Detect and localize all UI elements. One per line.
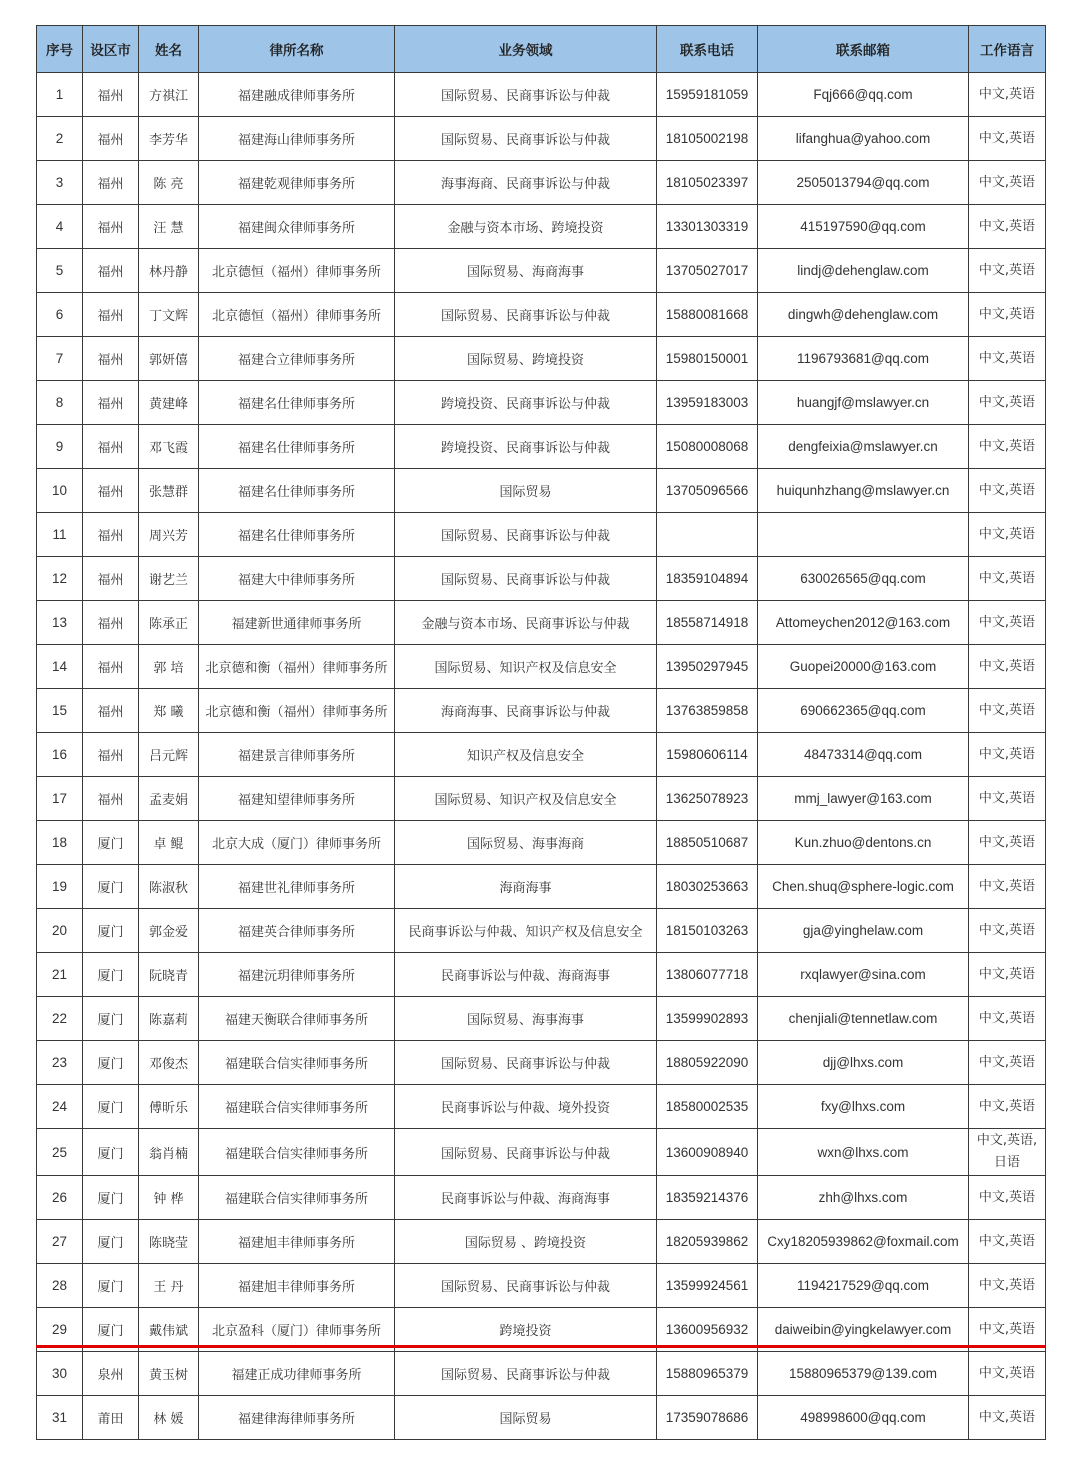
cell-phone: 18105002198 <box>657 117 758 161</box>
cell-phone: 18805922090 <box>657 1041 758 1085</box>
cell-practice-area: 跨境投资 <box>395 1308 657 1352</box>
cell-city: 福州 <box>83 777 139 821</box>
table-row <box>37 557 1046 601</box>
cell-firm: 福建名仕律师事务所 <box>199 381 395 425</box>
cell-practice-area: 国际贸易、海事海商 <box>395 821 657 865</box>
cell-phone: 13705027017 <box>657 249 758 293</box>
cell-name: 翁肖楠 <box>139 1129 199 1176</box>
cell-city: 福州 <box>83 337 139 381</box>
cell-practice-area: 国际贸易 <box>395 469 657 513</box>
table-row <box>37 909 1046 953</box>
cell-city: 福州 <box>83 469 139 513</box>
cell-phone: 15880965379 <box>657 1352 758 1396</box>
cell-language: 中文,英语 <box>969 1308 1046 1352</box>
cell-phone: 13301303319 <box>657 205 758 249</box>
cell-practice-area: 民商事诉讼与仲裁、知识产权及信息安全 <box>395 909 657 953</box>
cell-practice-area: 国际贸易、民商事诉讼与仲裁 <box>395 117 657 161</box>
cell-language: 中文,英语 <box>969 777 1046 821</box>
cell-city: 福州 <box>83 425 139 469</box>
table-row <box>37 953 1046 997</box>
cell-firm: 北京德恒（福州）律师事务所 <box>199 249 395 293</box>
cell-firm: 福建景言律师事务所 <box>199 733 395 777</box>
cell-practice-area: 国际贸易、民商事诉讼与仲裁 <box>395 293 657 337</box>
cell-firm: 福建闽众律师事务所 <box>199 205 395 249</box>
cell-phone: 13959183003 <box>657 381 758 425</box>
header-name: 姓名 <box>139 26 199 73</box>
header-practice-area: 业务领域 <box>395 26 657 73</box>
cell-index: 31 <box>37 1396 83 1440</box>
cell-firm: 福建名仕律师事务所 <box>199 425 395 469</box>
table-row <box>37 1129 1046 1176</box>
cell-phone: 13950297945 <box>657 645 758 689</box>
cell-city: 莆田 <box>83 1396 139 1440</box>
table-body <box>37 73 1046 1440</box>
cell-practice-area: 海事海商、民商事诉讼与仲裁 <box>395 161 657 205</box>
cell-city: 厦门 <box>83 1176 139 1220</box>
table-row <box>37 1220 1046 1264</box>
cell-language: 中文,英语 <box>969 1396 1046 1440</box>
cell-email: 690662365@qq.com <box>758 689 969 733</box>
cell-email: huiqunhzhang@mslawyer.cn <box>758 469 969 513</box>
header-email: 联系邮箱 <box>758 26 969 73</box>
cell-index: 26 <box>37 1176 83 1220</box>
cell-city: 厦门 <box>83 1129 139 1176</box>
cell-language: 中文,英语 <box>969 205 1046 249</box>
cell-email: Chen.shuq@sphere-logic.com <box>758 865 969 909</box>
cell-city: 福州 <box>83 381 139 425</box>
cell-index: 18 <box>37 821 83 865</box>
cell-language: 中文,英语 <box>969 909 1046 953</box>
cell-name: 阮晓青 <box>139 953 199 997</box>
cell-phone: 18580002535 <box>657 1085 758 1129</box>
cell-index: 19 <box>37 865 83 909</box>
cell-language: 中文,英语 <box>969 1220 1046 1264</box>
cell-language: 中文,英语 <box>969 1085 1046 1129</box>
cell-city: 福州 <box>83 117 139 161</box>
cell-firm: 福建联合信实律师事务所 <box>199 1129 395 1176</box>
cell-practice-area: 国际贸易、民商事诉讼与仲裁 <box>395 1129 657 1176</box>
cell-language: 中文,英语 <box>969 733 1046 777</box>
cell-practice-area: 国际贸易、民商事诉讼与仲裁 <box>395 73 657 117</box>
cell-language: 中文,英语 <box>969 557 1046 601</box>
cell-index: 6 <box>37 293 83 337</box>
table-row <box>37 777 1046 821</box>
cell-email: djj@lhxs.com <box>758 1041 969 1085</box>
cell-city: 福州 <box>83 513 139 557</box>
cell-email: Fqj666@qq.com <box>758 73 969 117</box>
cell-phone: 15959181059 <box>657 73 758 117</box>
table-row <box>37 117 1046 161</box>
cell-email <box>758 513 969 557</box>
cell-firm: 北京德和衡（福州）律师事务所 <box>199 689 395 733</box>
table-row <box>37 997 1046 1041</box>
cell-firm: 福建合立律师事务所 <box>199 337 395 381</box>
table-row <box>37 1264 1046 1308</box>
cell-phone: 15080008068 <box>657 425 758 469</box>
cell-language: 中文,英语 <box>969 601 1046 645</box>
cell-language: 中文,英语 <box>969 249 1046 293</box>
header-index: 序号 <box>37 26 83 73</box>
cell-firm: 福建旭丰律师事务所 <box>199 1220 395 1264</box>
cell-firm: 福建旭丰律师事务所 <box>199 1264 395 1308</box>
cell-practice-area: 民商事诉讼与仲裁、海商海事 <box>395 953 657 997</box>
cell-firm: 福建世礼律师事务所 <box>199 865 395 909</box>
cell-firm: 福建正成功律师事务所 <box>199 1352 395 1396</box>
cell-email: gja@yinghelaw.com <box>758 909 969 953</box>
cell-name: 黄建峰 <box>139 381 199 425</box>
cell-email: zhh@lhxs.com <box>758 1176 969 1220</box>
cell-index: 22 <box>37 997 83 1041</box>
cell-practice-area: 跨境投资、民商事诉讼与仲裁 <box>395 381 657 425</box>
cell-language: 中文,英语 <box>969 821 1046 865</box>
cell-index: 29 <box>37 1308 83 1352</box>
table-row <box>37 249 1046 293</box>
table-row <box>37 689 1046 733</box>
table-row <box>37 1396 1046 1440</box>
cell-name: 王 丹 <box>139 1264 199 1308</box>
table-row <box>37 1041 1046 1085</box>
cell-name: 林 媛 <box>139 1396 199 1440</box>
cell-language: 中文,英语 <box>969 337 1046 381</box>
cell-name: 郭妍僖 <box>139 337 199 381</box>
cell-firm: 福建名仕律师事务所 <box>199 469 395 513</box>
cell-index: 23 <box>37 1041 83 1085</box>
cell-name: 林丹静 <box>139 249 199 293</box>
cell-index: 13 <box>37 601 83 645</box>
cell-phone: 18359104894 <box>657 557 758 601</box>
cell-email: 498998600@qq.com <box>758 1396 969 1440</box>
cell-firm: 福建乾观律师事务所 <box>199 161 395 205</box>
cell-practice-area: 跨境投资、民商事诉讼与仲裁 <box>395 425 657 469</box>
cell-index: 20 <box>37 909 83 953</box>
table-row <box>37 733 1046 777</box>
cell-phone: 18030253663 <box>657 865 758 909</box>
cell-email: Kun.zhuo@dentons.cn <box>758 821 969 865</box>
cell-phone: 13625078923 <box>657 777 758 821</box>
table-row <box>37 73 1046 117</box>
lawyer-table <box>36 25 1046 1440</box>
cell-city: 厦门 <box>83 865 139 909</box>
cell-index: 25 <box>37 1129 83 1176</box>
cell-practice-area: 金融与资本市场、跨境投资 <box>395 205 657 249</box>
cell-name: 陈承正 <box>139 601 199 645</box>
cell-index: 10 <box>37 469 83 513</box>
cell-name: 陈晓莹 <box>139 1220 199 1264</box>
header-row <box>37 26 1046 73</box>
cell-practice-area: 国际贸易、海商海事 <box>395 249 657 293</box>
cell-firm: 福建海山律师事务所 <box>199 117 395 161</box>
cell-practice-area: 国际贸易 <box>395 1396 657 1440</box>
cell-name: 丁文辉 <box>139 293 199 337</box>
table-row <box>37 293 1046 337</box>
header-phone: 联系电话 <box>657 26 758 73</box>
cell-language: 中文,英语 <box>969 865 1046 909</box>
cell-phone: 13600956932 <box>657 1308 758 1352</box>
table-row <box>37 865 1046 909</box>
cell-firm: 福建联合信实律师事务所 <box>199 1041 395 1085</box>
cell-name: 傅昕乐 <box>139 1085 199 1129</box>
cell-language: 中文,英语 <box>969 469 1046 513</box>
cell-practice-area: 民商事诉讼与仲裁、海商海事 <box>395 1176 657 1220</box>
cell-phone: 13599902893 <box>657 997 758 1041</box>
table-row <box>37 469 1046 513</box>
cell-language: 中文,英语 <box>969 689 1046 733</box>
cell-city: 福州 <box>83 689 139 733</box>
header-firm: 律所名称 <box>199 26 395 73</box>
header-city: 设区市 <box>83 26 139 73</box>
cell-name: 张慧群 <box>139 469 199 513</box>
cell-index: 12 <box>37 557 83 601</box>
cell-index: 21 <box>37 953 83 997</box>
cell-index: 11 <box>37 513 83 557</box>
cell-practice-area: 国际贸易、民商事诉讼与仲裁 <box>395 1352 657 1396</box>
red-divider-line <box>36 1345 1045 1348</box>
cell-practice-area: 知识产权及信息安全 <box>395 733 657 777</box>
cell-name: 陈嘉莉 <box>139 997 199 1041</box>
cell-index: 4 <box>37 205 83 249</box>
cell-practice-area: 国际贸易 、跨境投资 <box>395 1220 657 1264</box>
cell-email: fxy@lhxs.com <box>758 1085 969 1129</box>
cell-practice-area: 国际贸易、民商事诉讼与仲裁 <box>395 557 657 601</box>
cell-phone: 18205939862 <box>657 1220 758 1264</box>
cell-email: Guopei20000@163.com <box>758 645 969 689</box>
cell-language: 中文,英语 <box>969 381 1046 425</box>
table-row <box>37 161 1046 205</box>
cell-firm: 北京德恒（福州）律师事务所 <box>199 293 395 337</box>
cell-firm: 福建联合信实律师事务所 <box>199 1085 395 1129</box>
cell-name: 郑 曦 <box>139 689 199 733</box>
cell-practice-area: 国际贸易、知识产权及信息安全 <box>395 777 657 821</box>
cell-phone: 15980150001 <box>657 337 758 381</box>
cell-firm: 福建沅玥律师事务所 <box>199 953 395 997</box>
table-row <box>37 601 1046 645</box>
cell-name: 邓飞霞 <box>139 425 199 469</box>
cell-index: 28 <box>37 1264 83 1308</box>
cell-firm: 福建融成律师事务所 <box>199 73 395 117</box>
cell-index: 17 <box>37 777 83 821</box>
cell-practice-area: 海商海事 <box>395 865 657 909</box>
cell-city: 厦门 <box>83 997 139 1041</box>
cell-firm: 福建大中律师事务所 <box>199 557 395 601</box>
cell-language: 中文,英语 <box>969 1176 1046 1220</box>
cell-index: 16 <box>37 733 83 777</box>
cell-firm: 福建律海律师事务所 <box>199 1396 395 1440</box>
cell-language: 中文,英语 <box>969 425 1046 469</box>
cell-practice-area: 国际贸易、民商事诉讼与仲裁 <box>395 1264 657 1308</box>
cell-language: 中文,英语 <box>969 117 1046 161</box>
header-language: 工作语言 <box>969 26 1046 73</box>
table-row <box>37 381 1046 425</box>
cell-practice-area: 海商海事、民商事诉讼与仲裁 <box>395 689 657 733</box>
cell-email: daiweibin@yingkelawyer.com <box>758 1308 969 1352</box>
cell-practice-area: 民商事诉讼与仲裁、境外投资 <box>395 1085 657 1129</box>
cell-firm: 福建英合律师事务所 <box>199 909 395 953</box>
cell-phone: 18558714918 <box>657 601 758 645</box>
cell-index: 24 <box>37 1085 83 1129</box>
cell-language: 中文,英语 <box>969 645 1046 689</box>
cell-email: 630026565@qq.com <box>758 557 969 601</box>
cell-city: 厦门 <box>83 953 139 997</box>
cell-index: 30 <box>37 1352 83 1396</box>
cell-city: 泉州 <box>83 1352 139 1396</box>
cell-language: 中文,英语 <box>969 1352 1046 1396</box>
table-row <box>37 513 1046 557</box>
cell-city: 福州 <box>83 205 139 249</box>
cell-name: 孟麦娟 <box>139 777 199 821</box>
cell-practice-area: 国际贸易、跨境投资 <box>395 337 657 381</box>
cell-practice-area: 金融与资本市场、民商事诉讼与仲裁 <box>395 601 657 645</box>
cell-email: 415197590@qq.com <box>758 205 969 249</box>
cell-city: 厦门 <box>83 1041 139 1085</box>
cell-phone: 18105023397 <box>657 161 758 205</box>
cell-city: 福州 <box>83 733 139 777</box>
cell-index: 15 <box>37 689 83 733</box>
lawyer-table-container <box>36 25 1045 1440</box>
cell-firm: 北京大成（厦门）律师事务所 <box>199 821 395 865</box>
cell-email: lindj@dehenglaw.com <box>758 249 969 293</box>
cell-index: 7 <box>37 337 83 381</box>
cell-name: 邓俊杰 <box>139 1041 199 1085</box>
cell-index: 8 <box>37 381 83 425</box>
cell-email: Attomeychen2012@163.com <box>758 601 969 645</box>
cell-email: 1194217529@qq.com <box>758 1264 969 1308</box>
cell-name: 谢艺兰 <box>139 557 199 601</box>
cell-language: 中文,英语 <box>969 161 1046 205</box>
cell-language: 中文,英语 <box>969 953 1046 997</box>
cell-name: 汪 慧 <box>139 205 199 249</box>
cell-language: 中文,英语 <box>969 1264 1046 1308</box>
cell-city: 福州 <box>83 601 139 645</box>
cell-email: lifanghua@yahoo.com <box>758 117 969 161</box>
cell-index: 9 <box>37 425 83 469</box>
cell-email: 15880965379@139.com <box>758 1352 969 1396</box>
cell-firm: 福建联合信实律师事务所 <box>199 1176 395 1220</box>
cell-firm: 福建新世通律师事务所 <box>199 601 395 645</box>
cell-language: 中文,英语 <box>969 997 1046 1041</box>
cell-phone: 17359078686 <box>657 1396 758 1440</box>
cell-practice-area: 国际贸易、民商事诉讼与仲裁 <box>395 1041 657 1085</box>
cell-name: 郭金爱 <box>139 909 199 953</box>
table-row <box>37 1176 1046 1220</box>
cell-phone: 18150103263 <box>657 909 758 953</box>
table-row <box>37 425 1046 469</box>
cell-language: 中文,英语 <box>969 1041 1046 1085</box>
cell-name: 方祺江 <box>139 73 199 117</box>
cell-index: 5 <box>37 249 83 293</box>
table-row <box>37 205 1046 249</box>
cell-name: 陈淑秋 <box>139 865 199 909</box>
cell-index: 14 <box>37 645 83 689</box>
cell-phone: 13806077718 <box>657 953 758 997</box>
cell-firm: 北京盈科（厦门）律师事务所 <box>199 1308 395 1352</box>
table-row <box>37 1085 1046 1129</box>
cell-city: 福州 <box>83 161 139 205</box>
cell-email: dingwh@dehenglaw.com <box>758 293 969 337</box>
cell-practice-area: 国际贸易、知识产权及信息安全 <box>395 645 657 689</box>
cell-phone: 13705096566 <box>657 469 758 513</box>
cell-name: 郭 培 <box>139 645 199 689</box>
cell-email: dengfeixia@mslawyer.cn <box>758 425 969 469</box>
cell-phone <box>657 513 758 557</box>
cell-firm: 福建天衡联合律师事务所 <box>199 997 395 1041</box>
cell-city: 福州 <box>83 557 139 601</box>
cell-email: chenjiali@tennetlaw.com <box>758 997 969 1041</box>
cell-city: 厦门 <box>83 1085 139 1129</box>
cell-firm: 福建名仕律师事务所 <box>199 513 395 557</box>
cell-city: 福州 <box>83 249 139 293</box>
cell-phone: 13600908940 <box>657 1129 758 1176</box>
cell-practice-area: 国际贸易、民商事诉讼与仲裁 <box>395 513 657 557</box>
cell-name: 李芳华 <box>139 117 199 161</box>
cell-phone: 15880081668 <box>657 293 758 337</box>
cell-email: 2505013794@qq.com <box>758 161 969 205</box>
cell-index: 3 <box>37 161 83 205</box>
cell-email: rxqlawyer@sina.com <box>758 953 969 997</box>
cell-city: 厦门 <box>83 821 139 865</box>
table-row <box>37 821 1046 865</box>
cell-language: 中文,英语 <box>969 293 1046 337</box>
cell-practice-area: 国际贸易、海事海事 <box>395 997 657 1041</box>
cell-index: 1 <box>37 73 83 117</box>
cell-name: 戴伟斌 <box>139 1308 199 1352</box>
cell-email: huangjf@mslawyer.cn <box>758 381 969 425</box>
cell-city: 福州 <box>83 293 139 337</box>
cell-email: 48473314@qq.com <box>758 733 969 777</box>
table-row <box>37 337 1046 381</box>
cell-language: 中文,英语 <box>969 73 1046 117</box>
cell-email: wxn@lhxs.com <box>758 1129 969 1176</box>
cell-name: 钟 桦 <box>139 1176 199 1220</box>
cell-index: 27 <box>37 1220 83 1264</box>
cell-name: 卓 鲲 <box>139 821 199 865</box>
cell-firm: 北京德和衡（福州）律师事务所 <box>199 645 395 689</box>
cell-email: mmj_lawyer@163.com <box>758 777 969 821</box>
cell-name: 周兴芳 <box>139 513 199 557</box>
cell-city: 福州 <box>83 73 139 117</box>
cell-phone: 15980606114 <box>657 733 758 777</box>
cell-city: 厦门 <box>83 909 139 953</box>
cell-phone: 13763859858 <box>657 689 758 733</box>
cell-phone: 13599924561 <box>657 1264 758 1308</box>
cell-index: 2 <box>37 117 83 161</box>
cell-firm: 福建知望律师事务所 <box>199 777 395 821</box>
cell-language: 中文,英语 <box>969 513 1046 557</box>
cell-name: 吕元辉 <box>139 733 199 777</box>
cell-name: 黄玉树 <box>139 1352 199 1396</box>
cell-email: Cxy18205939862@foxmail.com <box>758 1220 969 1264</box>
cell-language: 中文,英语,日语 <box>969 1129 1046 1176</box>
cell-city: 福州 <box>83 645 139 689</box>
cell-phone: 18850510687 <box>657 821 758 865</box>
cell-city: 厦门 <box>83 1308 139 1352</box>
cell-city: 厦门 <box>83 1220 139 1264</box>
table-row <box>37 645 1046 689</box>
table-row <box>37 1352 1046 1396</box>
cell-city: 厦门 <box>83 1264 139 1308</box>
cell-phone: 18359214376 <box>657 1176 758 1220</box>
cell-name: 陈 亮 <box>139 161 199 205</box>
cell-email: 1196793681@qq.com <box>758 337 969 381</box>
